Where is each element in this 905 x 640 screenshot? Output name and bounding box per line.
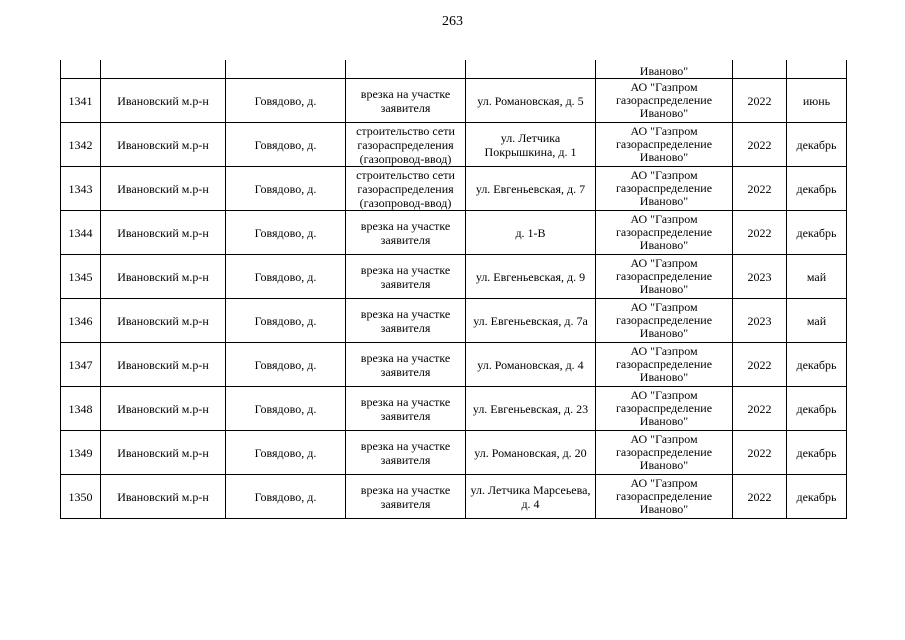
cell-work: строительство сети газораспределения (газопровод-ввод)	[346, 167, 466, 211]
cell-month: декабрь	[787, 431, 847, 475]
table-row	[61, 167, 847, 211]
cell-org: АО "Газпром газораспределение Иваново"	[596, 343, 733, 387]
cell-district	[101, 60, 226, 79]
cell-year: 2022	[733, 123, 787, 167]
cell-address: ул. Евгеньевская, д. 7а	[466, 299, 596, 343]
cell-month: май	[787, 255, 847, 299]
cell-month: май	[787, 299, 847, 343]
table-row	[61, 79, 847, 123]
cell-org: АО "Газпром газораспределение Иваново"	[596, 211, 733, 255]
cell-year: 2023	[733, 299, 787, 343]
cell-org: АО "Газпром газораспределение Иваново"	[596, 167, 733, 211]
page-number: 263	[442, 14, 463, 29]
cell-num	[61, 60, 101, 79]
cell-month: июнь	[787, 79, 847, 123]
cell-district: Ивановский м.р-н	[101, 431, 226, 475]
cell-year: 2022	[733, 343, 787, 387]
cell-address: ул. Романовская, д. 4	[466, 343, 596, 387]
cell-year: 2023	[733, 255, 787, 299]
cell-district: Ивановский м.р-н	[101, 299, 226, 343]
cell-address: ул. Романовская, д. 5	[466, 79, 596, 123]
table-row	[61, 255, 847, 299]
cell-org: Иваново"	[596, 60, 733, 79]
cell-address: ул. Летчика Покрышкина, д. 1	[466, 123, 596, 167]
cell-address: ул. Летчика Марсеьева, д. 4	[466, 475, 596, 519]
cell-org: АО "Газпром газораспределение Иваново"	[596, 79, 733, 123]
table-body	[61, 60, 847, 519]
cell-org: АО "Газпром газораспределение Иваново"	[596, 387, 733, 431]
cell-work: врезка на участке заявителя	[346, 79, 466, 123]
cell-year: 2022	[733, 431, 787, 475]
cell-address: ул. Евгеньевская, д. 9	[466, 255, 596, 299]
cell-year: 2022	[733, 211, 787, 255]
cell-district: Ивановский м.р-н	[101, 79, 226, 123]
cell-org: АО "Газпром газораспределение Иваново"	[596, 431, 733, 475]
table-row	[61, 387, 847, 431]
cell-address	[466, 60, 596, 79]
table-row	[61, 475, 847, 519]
cell-work	[346, 60, 466, 79]
cell-locality: Говядово, д.	[226, 387, 346, 431]
cell-address: ул. Евгеньевская, д. 23	[466, 387, 596, 431]
cell-locality: Говядово, д.	[226, 255, 346, 299]
cell-work: врезка на участке заявителя	[346, 255, 466, 299]
table-row	[61, 431, 847, 475]
cell-work: врезка на участке заявителя	[346, 387, 466, 431]
cell-num: 1350	[61, 475, 101, 519]
cell-district: Ивановский м.р-н	[101, 343, 226, 387]
cell-work: строительство сети газораспределения (газопровод-ввод)	[346, 123, 466, 167]
cell-num: 1349	[61, 431, 101, 475]
cell-district: Ивановский м.р-н	[101, 475, 226, 519]
cell-num: 1344	[61, 211, 101, 255]
table-row	[61, 343, 847, 387]
table-row	[61, 299, 847, 343]
cell-num: 1348	[61, 387, 101, 431]
cell-num: 1343	[61, 167, 101, 211]
cell-locality: Говядово, д.	[226, 167, 346, 211]
cell-district: Ивановский м.р-н	[101, 211, 226, 255]
cell-district: Ивановский м.р-н	[101, 255, 226, 299]
cell-address: ул. Романовская, д. 20	[466, 431, 596, 475]
cell-num: 1342	[61, 123, 101, 167]
continuation-row	[61, 60, 847, 79]
cell-address: ул. Евгеньевская, д. 7	[466, 167, 596, 211]
cell-work: врезка на участке заявителя	[346, 343, 466, 387]
cell-work: врезка на участке заявителя	[346, 299, 466, 343]
cell-locality: Говядово, д.	[226, 299, 346, 343]
cell-month: декабрь	[787, 123, 847, 167]
table-row	[61, 123, 847, 167]
cell-month: декабрь	[787, 211, 847, 255]
cell-work: врезка на участке заявителя	[346, 475, 466, 519]
cell-num: 1341	[61, 79, 101, 123]
cell-num: 1346	[61, 299, 101, 343]
cell-locality: Говядово, д.	[226, 79, 346, 123]
cell-month: декабрь	[787, 343, 847, 387]
cell-year: 2022	[733, 167, 787, 211]
cell-locality: Говядово, д.	[226, 211, 346, 255]
cell-month: декабрь	[787, 475, 847, 519]
registry-table	[60, 60, 847, 519]
cell-num: 1347	[61, 343, 101, 387]
cell-district: Ивановский м.р-н	[101, 123, 226, 167]
cell-org: АО "Газпром газораспределение Иваново"	[596, 123, 733, 167]
table-row	[61, 211, 847, 255]
cell-locality: Говядово, д.	[226, 343, 346, 387]
cell-org: АО "Газпром газораспределение Иваново"	[596, 299, 733, 343]
cell-month: декабрь	[787, 167, 847, 211]
cell-month: декабрь	[787, 387, 847, 431]
cell-locality	[226, 60, 346, 79]
cell-year: 2022	[733, 387, 787, 431]
cell-work: врезка на участке заявителя	[346, 211, 466, 255]
cell-month	[787, 60, 847, 79]
cell-org: АО "Газпром газораспределение Иваново"	[596, 475, 733, 519]
cell-org: АО "Газпром газораспределение Иваново"	[596, 255, 733, 299]
cell-locality: Говядово, д.	[226, 431, 346, 475]
cell-work: врезка на участке заявителя	[346, 431, 466, 475]
cell-year: 2022	[733, 79, 787, 123]
cell-year: 2022	[733, 475, 787, 519]
cell-address: д. 1-В	[466, 211, 596, 255]
cell-locality: Говядово, д.	[226, 123, 346, 167]
cell-district: Ивановский м.р-н	[101, 387, 226, 431]
cell-locality: Говядово, д.	[226, 475, 346, 519]
cell-year	[733, 60, 787, 79]
cell-num: 1345	[61, 255, 101, 299]
cell-district: Ивановский м.р-н	[101, 167, 226, 211]
